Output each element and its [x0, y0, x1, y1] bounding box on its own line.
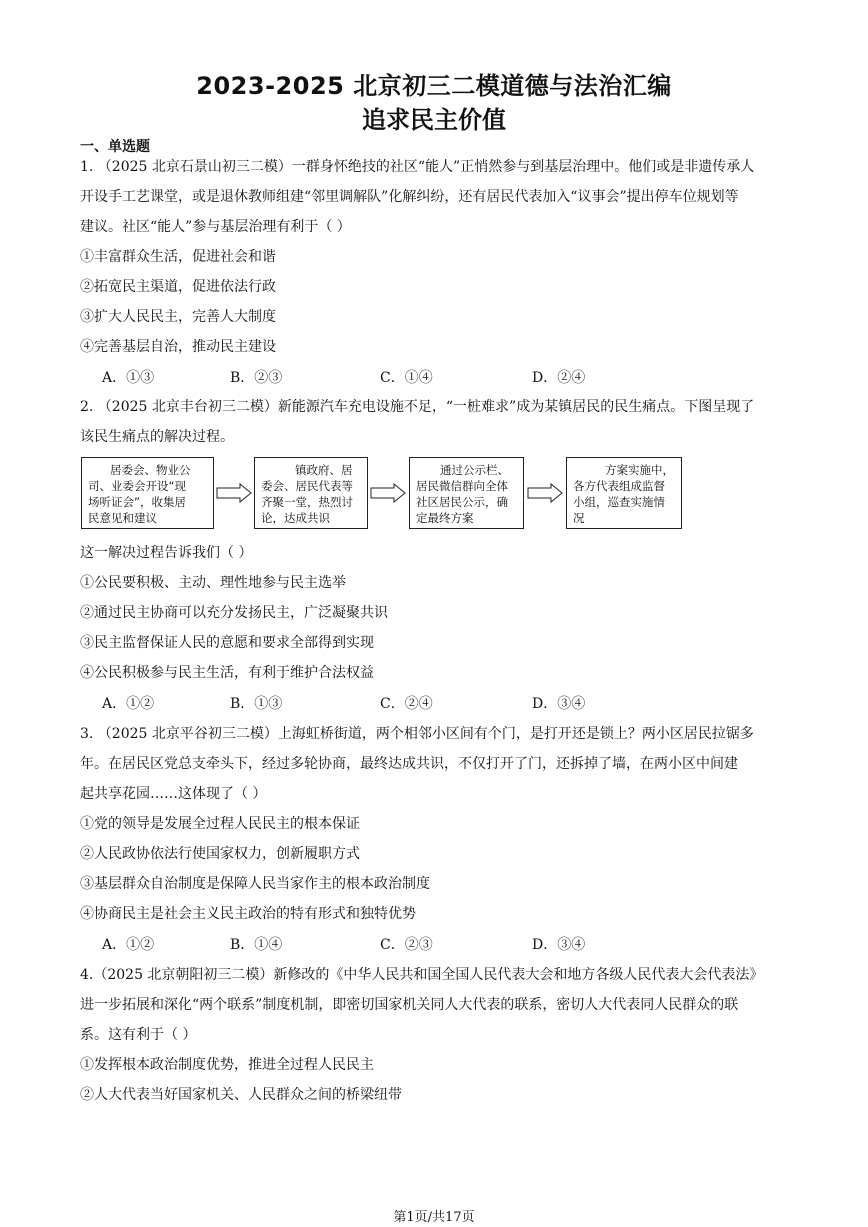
- flow-step-text: 社区居民公示，确: [416, 495, 508, 509]
- question-text-line: 开设手工艺课堂，或是退休教师组建“邻里调解队”化解纠纷，还有居民代表加入“议事会”提出停车位规划等: [80, 189, 739, 205]
- flow-step-1: [81, 457, 214, 529]
- flow-arrow-icon: [527, 483, 563, 503]
- flow-step-text: 居民微信群向全体: [416, 479, 508, 493]
- question-prompt: 这一解决过程告诉我们（ ）: [80, 545, 253, 561]
- statement-item: ③基层群众自治制度是保障人民当家作主的根本政治制度: [80, 876, 430, 892]
- document-subtitle: 追求民主价值: [362, 106, 506, 134]
- flow-step-3: [409, 457, 524, 529]
- flow-step-text: 通过公示栏、: [440, 463, 509, 477]
- flow-step-text: 况: [573, 511, 585, 525]
- question-text-line: 系。这有利于（ ）: [80, 1027, 197, 1043]
- question-text-line: 年。在居民区党总支牵头下，经过多轮协商，最终达成共识，不仅打开了门，还拆掉了墙，在两小区中间建: [80, 756, 738, 772]
- document-title: 2023-2025 北京初三二模道德与法治汇编: [196, 72, 672, 100]
- statement-item: ②人大代表当好国家机关、人民群众之间的桥梁纽带: [80, 1087, 402, 1103]
- question-text-line: 3. （2025 北京平谷初三二模）上海虹桥街道，两个相邻小区间有个门，是打开还是锁上？两小区居民拉锯多: [80, 726, 754, 742]
- option-b: B．①④: [230, 937, 283, 953]
- statement-item: ①发挥根本政治制度优势，推进全过程人民民主: [80, 1057, 374, 1073]
- flow-step-text: 各方代表组成监督: [573, 479, 665, 493]
- flow-step-text: 场听证会”，收集居: [88, 495, 186, 509]
- flow-step-text: 论，达成共识: [261, 511, 330, 525]
- section-heading: 一、单选题: [80, 139, 150, 155]
- flow-step-text: 委会、居民代表等: [261, 479, 353, 493]
- flow-step-text: 小组，巡查实施情: [573, 495, 665, 509]
- question-text-line: 1. （2025 北京石景山初三二模）一群身怀绝技的社区“能人”正悄然参与到基层治理中。他们或是非遗传承人: [80, 159, 755, 175]
- question-text-line: 该民生痛点的解决过程。: [80, 429, 234, 445]
- flow-step-text: 定最终方案: [416, 511, 474, 525]
- flow-step-text: 民意见和建议: [88, 511, 157, 525]
- statement-item: ③扩大人民民主，完善人大制度: [80, 309, 276, 325]
- flow-step-text: 方案实施中，: [605, 463, 674, 477]
- statement-item: ②拓宽民主渠道，促进依法行政: [80, 279, 276, 295]
- statement-item: ①党的领导是发展全过程人民民主的根本保证: [80, 816, 360, 832]
- question-text-line: 建议。社区“能人”参与基层治理有利于（ ）: [80, 219, 351, 235]
- flow-arrow-icon: [370, 483, 406, 503]
- question-text-line: 进一步拓展和深化“两个联系”制度机制，即密切国家机关同人大代表的联系，密切人大代表同人民群众的联: [80, 997, 739, 1013]
- option-d: D．③④: [532, 937, 586, 953]
- page-number: 第1页/共17页: [393, 1210, 475, 1225]
- flow-step-text: 镇政府、居: [295, 463, 353, 477]
- question-text-line: 4.（2025 北京朝阳初三二模）新修改的《中华人民共和国全国人民代表大会和地方各级人民代表大会代表法》: [80, 967, 764, 983]
- option-c: C．②④: [380, 696, 433, 712]
- option-c: C．①④: [380, 370, 433, 386]
- question-text-line: 2. （2025 北京丰台初三二模）新能源汽车充电设施不足，“一桩难求”成为某镇居民的民生痛点。下图呈现了: [80, 399, 755, 415]
- flow-step-text: 司、业委会开设“现: [88, 479, 186, 493]
- statement-item: ④公民积极参与民主生活，有利于维护合法权益: [80, 665, 374, 681]
- statement-item: ④完善基层自治，推动民主建设: [80, 339, 276, 355]
- statement-item: ①公民要积极、主动、理性地参与民主选举: [80, 575, 346, 591]
- option-a: A．①②: [102, 696, 155, 712]
- question-text-line: 起共享花园……这体现了（ ）: [80, 786, 267, 802]
- flow-step-2: [254, 457, 368, 529]
- statement-item: ③民主监督保证人民的意愿和要求全部得到实现: [80, 635, 374, 651]
- statement-item: ②人民政协依法行使国家权力，创新履职方式: [80, 846, 360, 862]
- option-d: D．③④: [532, 696, 586, 712]
- flow-step-4: [566, 457, 682, 529]
- statement-item: ②通过民主协商可以充分发扬民主，广泛凝聚共识: [80, 605, 388, 621]
- option-b: B．②③: [230, 370, 283, 386]
- option-a: A．①②: [102, 937, 155, 953]
- statement-item: ①丰富群众生活，促进社会和谐: [80, 249, 276, 265]
- option-c: C．②③: [380, 937, 433, 953]
- flow-step-text: 齐聚一堂，热烈讨: [261, 495, 353, 509]
- statement-item: ④协商民主是社会主义民主政治的特有形式和独特优势: [80, 906, 416, 922]
- flow-step-text: 居委会、物业公: [110, 463, 191, 477]
- flow-arrow-icon: [216, 483, 252, 503]
- option-a: A．①③: [102, 370, 155, 386]
- option-b: B．①③: [230, 696, 283, 712]
- option-d: D．②④: [532, 370, 586, 386]
